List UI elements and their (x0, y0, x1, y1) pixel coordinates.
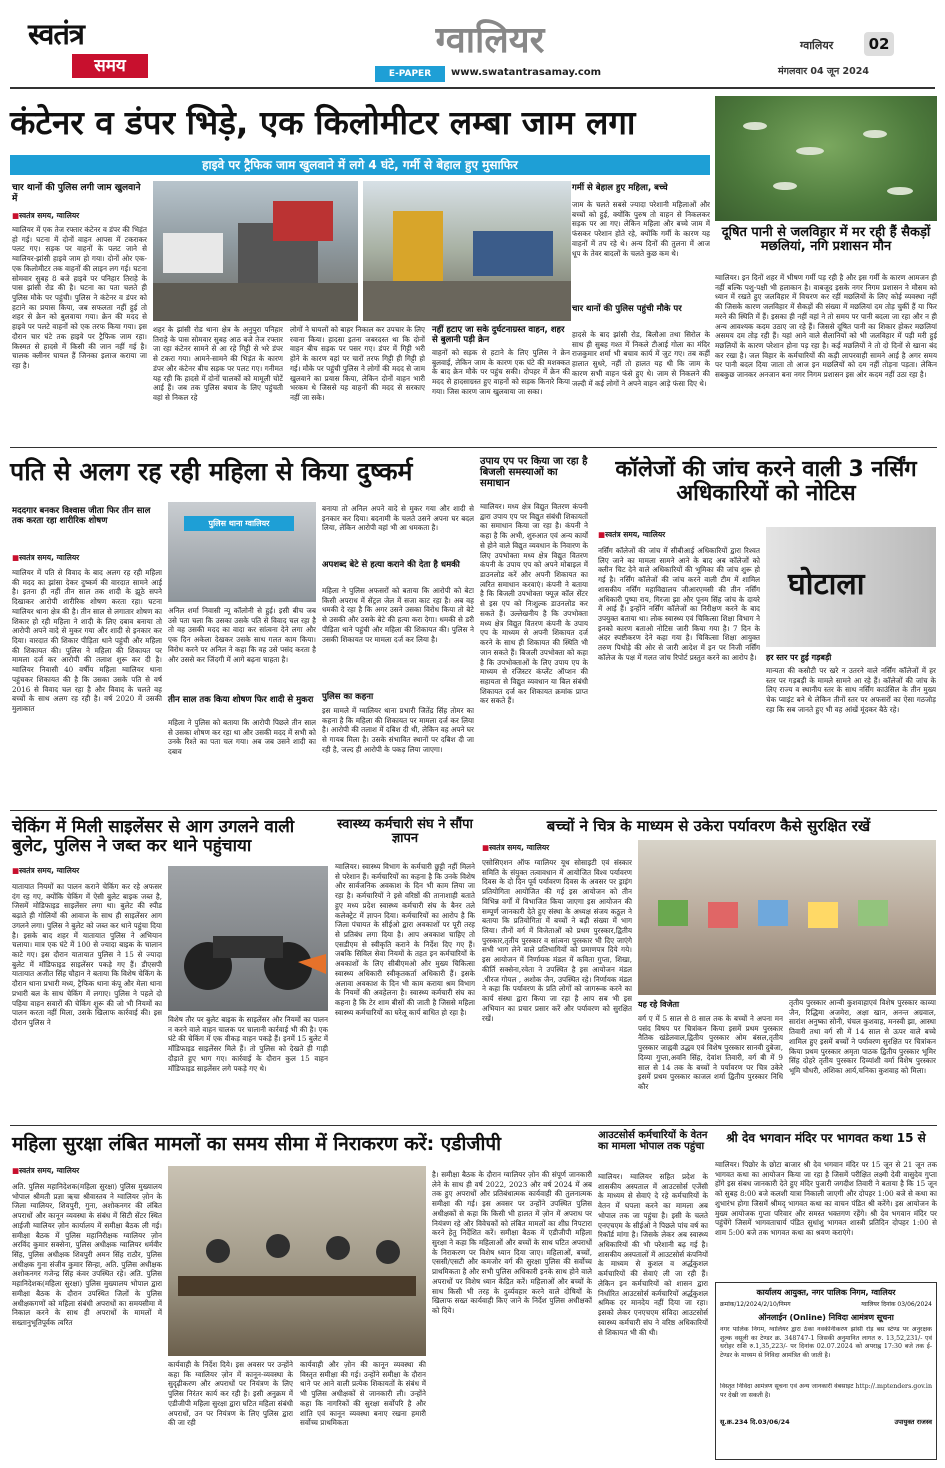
s3-body-col2: अनिल शर्मा निवासी न्यू कॉलोनी से हुई। इसी बीच जब उसे पता चला कि उसका उसके पति से विवाद चल रहा है तो वह उसकी मदद का वादा कर सांत्वना देने लगा और एक दिन अकेला देखकर उसके साथ गलत काम किया। विरोध करने पर अनिल ने कहा कि वह उसे पसंद करता है और उससे कर जिंदगी में आगे बढ़ना चाहता है। (168, 606, 316, 664)
s1-body-col2: शहर के झांसी रोड थाना क्षेत्र के अनुपुरा पनिहार तिराहे के पास सोमवार सुबह आठ बजे तेज रफ्तार जा रहा कंटेनर सामने से आ रहे गिट्टी से भरे डंपर से टकरा गया। आमने-सामने की भिड़ंत के कारण डंपर और कंटेनर बीच सड़क पर पलट गए। गनीमत यह रही कि हादसे में दोनों चालकों को मामूली चोटें आई हैं। जब तक पुलिस बचाव के लिए पहुंचती वहां से निकल रहे (153, 325, 283, 403)
s8-byline: ■ स्वतंत्र समय, ग्वालियर (482, 843, 632, 853)
s5-photo-caption: हर स्तर पर हुई गड़बड़ी (766, 653, 832, 662)
tender-notice (715, 1282, 937, 1460)
fish-illustration (715, 96, 937, 221)
s5-photo-text: घोटाला (788, 567, 865, 602)
s5-headline[interactable]: कॉलेजों की जांच करने वाली 3 नर्सिंग अधिकारियों को नोटिस (615, 457, 917, 507)
s1-subhead2: नहीं हटाए जा सके दुर्घटनाग्रस्त वाहन, शहर से बुलानी पड़ी क्रेन (432, 325, 565, 346)
tender-title: ऑनलाईन (Online) निविदा आमंत्रण सूचना (758, 1313, 894, 1322)
s3-body-col6: इस मामले में ग्वालियर थाना प्रभारी जितेंद्र सिंह तोमर का कहना है कि महिला की शिकायत पर मामला दर्ज कर लिया है। आरोपी की तलाश में दबिश दी थी, लेकिन वह अपने घर से गायब मिला है। उसके संभावित स्थानों पर दबिश दी जा रही है, जल्द ही आरोपी के पकड़ लिया जाएगा। (322, 706, 474, 754)
s1-body-col5: जाम के चलते सबसे ज्यादा परेशानी महिलाओं और बच्चों को हुई, क्योंकि पुरुष तो वाहन से निकलकर सड़क पर आ गए। लेकिन महिला और बच्चे जाम में फंसकर परेशान होते रहे, क्योंकि गर्मी के कारण यह वाहनों में तप रहे थे। अन्य दिनों की तुलना में आज धूप के तेवर बादलों के चलते कुछ कम थे। (572, 200, 710, 258)
tender-office: कार्यालय आयुक्त, नगर पालिक निगम, ग्वालियर (756, 1288, 896, 1297)
s1-strap (10, 155, 710, 175)
city-title: ग्वालियर (435, 20, 545, 61)
s1-subhead4: चार थानों की पुलिस पहुंची मौके पर (572, 304, 682, 314)
s9-body-col1: अति. पुलिस महानिदेशक(महिला सुरक्षा) पुलिस मुख्यालय भोपाल श्रीमती प्रज्ञा ऋचा श्रीवास्तव ने ग्वालियर ज़ोन के जिला ग्वालियर, शिवपुरी, गुना, अशोकनगर की लंबित अपराधों और कानून व्यवस्था के संबंध में सिटी सेंटर स्थित आईजी ग्वालियर ज़ोन कार्यालय में समीक्षा बैठक ली गई। समीक्षा बैठक में पुलिस महानिरीक्षक ग्वालियर ज़ोन अरविंद कुमार सक्सेना, पुलिस अधीक्षक ग्वालियर धर्मवीर सिंह, पुलिस अधीक्षक शिवपुरी अमन सिंह राठौर, पुलिस अधीक्षक गुना संजीव कुमार सिन्हा, अति. पुलिस अधीक्षक अशोकनगर गजेन्द्र सिंह कंवर उपस्थित रहे। अति. पुलिस महानिदेशक(महिला सुरक्षा) पुलिस मुख्यालय भोपाल द्वारा समीक्षा बैठक के दौरान उपस्थित जिलों के पुलिस अधीक्षकगणों को महिला संबंधी अपराधों का समयसीमा में निकाल करने के साथ ही अपराधों के मामलों में सख्तानुभूतिपूर्वक त्वरित (12, 1182, 162, 1328)
tender-ref: क्रमांक/12/2024/2/10/निमग (720, 1301, 791, 1308)
s3-subhead3: अपशब्द बेटे से हत्या कराने की देता है धमकी (322, 560, 460, 570)
s2-body: ग्वालियर। इन दिनों शहर में भीषण गर्मी पड़ रही है और इस गर्मी के कारण आमजन ही नहीं बल्कि पशु-पक्षी भी हलाकान है। वाबजूद इसके नगर निगम प्रशासन ने मौसम को ध्यान में रखते हुए जलविहार में विचरण कर रहीं मछलियों के लिए कोई व्यवस्था नहीं की जिसके कारण जलविहार में सैकड़ों की संख्या में मछलियां दम तोड़ चुकीं हैं या फिर मरने की स्थिति में हैं। इसका ही नहीं वहां ने तो समय पर पानी बदला जा रहा और न ही अन्य आवश्यक कदम उठाए जा रहे हैं। जिससे दूषित पानी का शिकार होकर मछलियां असमय दम तोड़ रही हैं। यहां आने वाले सैलानियों को भी जलविहार में पड़ी मरी हुई मछलियों के कारण परेशान होना पड़ रहा है। कई मछलियों ने तो दो दिनों से खाना बंद कर रखा है। जल विहार के कर्मचारियों की कड़ी लापरवाही सामने आई है अगर समय पर पानी बदल दिया जाता तो आज इन मछलियों को दम नहीं तोड़ना पड़ता। लेकिन सबकुछ जानकर अनजान बना नगर निगम प्रशासन इस ओर कदम नहीं उठा रहा है। (715, 273, 937, 380)
epaper-bar (375, 66, 695, 82)
s8-body-col1: एसोसिएशन ऑफ ग्वालियर यूथ सोसाइटी एवं संस्कार समिति के संयुक्त तत्वावधान में आयोजित विश्व पर्यावरण दिवस के दो दिन पूर्व पर्यावरण दिवस के अवसर पर ड्राइंग प्रतियोगिता आयोजित की गई इस आयोजन को तीन विभिन्न वर्गों में विभाजित किया जाएगा इस आयोजन की सम्पूर्ण जानकारी देते हुए संस्था के अध्यक्ष संजय कठूल ने बताया कि प्रतियोगिता में बच्चों ने बढ़ी संख्या में भाग लिया। तीनों वर्ग में विजेताओं को प्रथम पुरस्कार,द्वितीय पुरस्कार,तृतीय पुरस्कार व सांत्वना पुरस्कार भी दिए जाएंगे सभी भाग लेने वाले प्रतिभागियों को प्रमाणपत्र दिये गये। इस आयोजन में निर्णायक मंडल में कविता गुप्ता, शिखा, कीर्ति सक्सेना,रवेता ने उपस्थित है इस आयोजन मंडल .धीरज गोयल , अशोक जैन, उपस्थित रहे। निर्णायक मंडल ने कहा कि पर्यावरण के प्रति लोगों को जागरूक करने का कार्य संस्था द्वारा किया जा रहा है आप सब भी इस अभियान का प्रचार प्रसार करें और पर्यावरण को सुरक्षित रखें। (482, 858, 632, 1023)
s8-photo-caption: यह रहे विजेता (638, 1000, 680, 1009)
s1-headline[interactable]: कंटेनर व डंपर भिड़े, एक किलोमीटर लम्बा जाम लगा (10, 103, 636, 142)
s1-body-col3: लोगों ने घायलों को बाहर निकाल कर उपचार के लिए रवाना किया। हादसा इतना जबरदस्त था कि दोनों वाहन बीच सड़क पर पसर गए। डंपर में गिट्टी भरी होने के कारण वहां पर चारों तरफ गिट्टी ही गिट्टी हो गई। मौके पर पहुंची पुलिस ने लोगों की मदद से जाम खुलवाने का प्रयास किया, लेकिन दोनों वाहन भारी भरकम थे जिससे यह वाहनों की मदद से सरकाए नहीं जा सके। (290, 325, 425, 403)
s5-byline: ■ स्वतंत्र समय, ग्वालियर (598, 530, 758, 540)
s1-strap-text: हाइवे पर ट्रैफिक जाम खुलवाने में लगे 4 घंटे, गर्मी से बेहाल हुए मुसाफिर (202, 158, 518, 172)
s7-headline[interactable]: स्वास्थ्य कर्मचारी संघ ने सौंपा ज्ञापन (337, 817, 473, 847)
s1-body-col1: ग्वालियर में एक तेज रफ्तार कंटेनर व डंपर की भिड़ंत हो गई। घटना में दोनों वाहन आपस में टकराकर पलट गए। सड़क पर वाहनों के पलट जाने से ग्वालियर-झांसी हाइवे जाम हो गया। दोनों ओर एक-एक किलोमीटर तक वाहनों की लाइन लग गई। घटना सोमवार सुबह 8 बजे हाइवे पर पनिहार तिराहे के पास झांसी रोड की है। घटना का पता चलते ही पुलिस मौके पर पहुंची। पुलिस ने कंटेनर व डंपर को हटाने का प्रयास किया, जब सफलता नहीं हुई तो शहर से क्रेन को बुलवाया गया। क्रेन की मदद से हाइवे पर पलटे वाहनों को एक तरफ किया गया। इस दौरान चार घंटे तक हाइवे पर ट्रैफिक जाम रहा। किस्मत से हादसे में किसी की जान नहीं गई है। चालक क्लीनर घायल हैं जिनका इलाज कराया जा रहा है। (12, 225, 147, 371)
s3-subhead: मददगार बनकर विश्वास जीता फिर तीन साल तक करता रहा शारीरिक शोषण (12, 506, 151, 527)
s8-headline[interactable]: बच्चों ने चित्र के माध्यम से उकेरा पर्यावरण कैसे सुरक्षित रखें (546, 817, 871, 835)
s4-headline[interactable]: उपाय एप पर किया जा रहा है बिजली समस्याओं का समाधान (480, 456, 588, 489)
s1-body-col6: हादसे के बाद झांसी रोड, बिलौआ तथा सिरोल के साथ ही सुबह गश्त में निकले टीआई गोला का मंदिर राजकुमार शर्मा भी बचाव कार्य में जुट गए। तब कहीं हालात सुधरे, नहीं तो हालत यह थी कि जाम के कारण सभी वाहन फंसे हुए थे। जाम से निकलने की जल्दी में कई लोगों ने अपने वाहन आड़े फंसा दिए थे। (572, 330, 710, 388)
tender-body2: विस्तृत निविदा आमंत्रण सूचना एवं अन्य जानकारी वेबसाइट http://.mptenders.gov.in पर देखी जा सकती है। (720, 1383, 932, 1399)
s3-body-col4: बनाया तो अनिल अपने वादे से मुकर गया और शादी से इनकार कर दिया। बदनामी के चलते उसने अपना घर बदल लिया, लेकिन आरोपी वहां भी आ धमकता है। (322, 504, 474, 533)
logo-bottom-text: समय (72, 54, 148, 78)
s1-subhead3: गर्मी से बेहाल हुए महिला, बच्चे (572, 183, 668, 193)
s9-body-col3: कार्यवाही और ज़ोन की कानून व्यवस्था की विस्तृत समीक्षा की गई। उन्होंने समीक्षा के दौरान थाने पर आने वाली प्रत्येक शिकायतों के संबंध में भी पुलिस अधीक्षकों से जानकारी ली। उन्होंने कहा कि नागरिकों की सुरक्षा सर्वोपरि है और शांति एवं कानून व्यवस्था बनाए रखना हमारी सर्वोच्च प्राथमिकता (300, 1360, 426, 1428)
s6-byline: ■ स्वतंत्र समय, ग्वालियर (12, 866, 162, 876)
s3-body-col3: महिला ने पुलिस को बताया कि आरोपी पिछले तीन साल से उसका शोषण कर रहा था और उसकी मदद में सभी को उनके रिश्ते का पता चल गया। अब जब उसने शादी का दबाव (168, 718, 316, 757)
tender-body: नगर पालिक निगम, ग्वालियर द्वारा ठेका नवकीनीकरण झांसी रोड़ बस स्टेण्ड पर अनुरक्षक शुल्क वसूली का टेण्डर क्र. 348747-1 जिसकी अनुमानित लागत रु. 13,52,231/- एवं धरोहर राशि रु.1,35,223/- पर दिनांक 02.07.2024 को अपराह्न 17:30 बजे तक ई-टेण्डर के माध्यम से निविदा आमंत्रित की जाती है। (720, 1326, 932, 1359)
s6-body-col1: यातायात नियमों का पालन कराने चेकिंग कर रहे अफसर दंग रह गए, क्योंकि चेकिंग में ऐसी बुलेट बाइक जब्त है, जिसमें मोडिफाइड साइलेंसर लगा था। बुलेट की स्पीड बढ़ाते ही गोलियों की आवाज के साथ ही साइलेंसर आग उगलने लगा। पुलिस ने बुलेट को जब्त कर थाने पहुंचा दिया है। इसके बाद शहर में यातायात पुलिस ने अभियान चलाया। मात्र एक घंटे में 100 से ज्यादा बाइक के चालान काटे गए। इस दौरान यातायात पुलिस ने 15 से ज्यादा बुलेट में मॉडिफाइड साइलेंसर पकड़े गए हैं। डीएसपी यातायात अजीत सिंह चौहान ने बताया कि विशेष चेकिंग के दौरान थाना प्रभारी मध्य, ट्रैफिक थाना कंपू और मेला थाना प्रभारी बल के साथ चेकिंग में लगाए। पुलिस ने पहले दो पहिया वाहन सवारों की चेकिंग शुरू की जो भी नियमों का पालन करता नहीं मिला, उसके खिलाफ कार्रवाई की। इस दौरान पुलिस ने (12, 882, 162, 1028)
s6-photo-bullet (168, 866, 328, 1011)
s9-body-col2: कार्यवाही के निर्देश दिये। इस अवसर पर उन्होंने कहा कि ग्वालियर ज़ोन में कानून-व्यवस्था के सुदृढ़ीकरण और अपराधों पर नियंत्रण के लिए पुलिस निरंतर कार्य कर रही है। इसी अनुक्रम में एडीजीपी महिला सुरक्षा द्वारा घटित महिला संबंधी अपराधों, उन पर नियंत्रण के लिए पुलिस द्वारा की जा रही (168, 1360, 293, 1428)
s1-photo-left (153, 181, 358, 321)
s9-headline[interactable]: महिला सुरक्षा लंबित मामलों का समय सीमा में निराकरण करें: एडीजीपी (12, 1133, 502, 1155)
s9-byline: ■ स्वतंत्र समय, ग्वालियर (12, 1166, 162, 1176)
s2-photo-fish (715, 96, 937, 221)
s3-byline: ■ स्वतंत्र समय, ग्वालियर (12, 553, 162, 563)
traffic-illustration (153, 181, 358, 321)
s4-body: ग्वालियर। मध्य क्षेत्र विद्युत वितरण कंपनी द्वारा उपाय एप पर विद्युत संबंधी शिकायतों का समाधान किया जा रहा है। कंपनी ने कहा है कि अभी, शुरुआत एवं अन्य कार्यों से होने वाले विद्युत व्यवधान के निवारण के लिए उपभोक्ता मध्य क्षेत्र विद्युत वितरण कंपनी के उपाय एप को अपने मोबाइल में डाउनलोड करें और अपनी शिकायत का त्वरित समाधान करवाएं। कंपनी ने बताया है कि बिजली उपभोक्ता फ्यूज़ कॉल सेंटर से इस एप को निःशुल्क डाउनलोड कर सकते हैं। उल्लेखनीय है कि उपभोक्ता मध्य क्षेत्र विद्युत वितरण कंपनी के उपाय एप के माध्यम से अपनी शिकायत दर्ज करने के साथ ही शिकायत की स्थिति भी जान सकते हैं। बिजली उपभोक्ता को कहा है कि उपभोक्ताओं के लिए उपाय एप के माध्यम से रजिस्टर कंप्लेंट ऑप्शन की सहायता से विद्युत व्यवधान या बिल संबंधी शिकायत दर्ज कर शिकायत क्रमांक प्राप्त कर सकते हैं। (480, 502, 588, 706)
children-illustration (638, 840, 936, 995)
s1-subhead: चार थानों की पुलिस लगी जाम खुलवाने में (12, 183, 141, 204)
s8-body-col2: वर्ग ए में 5 साल से 8 साल तक के बच्चों ने अपना मन पसंद विषय पर चित्रांकन किया इसमें प्रथम पुरस्कार नैतिक खंडेलवाल,द्वितीय पुरस्कार ओम बंसल,तृतीय पुरस्कार जाह्नवी उद्धव एवं विशेष पुरस्कार सानवी दुबेजा, दिव्या गुप्ता,अवनि सिंह, देवांश तिवारी, वर्ग बी में 9 साल से 14 तक के बच्चों ने पर्यावरण पर चित्र उकेरे इसमें प्रथम पुरस्कार काजल शर्मा द्वितीय पुरस्कार निधि कौर (638, 1014, 783, 1092)
s2-headline[interactable]: दूषित पानी से जलविहार में मर रही हैं सैकड़ों मछलियां, नगि प्रशासन मौन (721, 225, 931, 255)
s7-body: ग्वालियर। स्वास्थ्य विभाग के कर्मचारी छुट्टी नहीं मिलने से परेशान हैं। कर्मचारियों का कहना है कि उनके विशेष और सार्वजनिक अवकाश के दिन भी काम लिया जा रहा है। कर्मचारियों ने इसे वरिष्ठों की तानाशाही बताते हुए मध्य प्रदेश स्वास्थ्य कर्मचारी संघ के बैनर तले कलेक्ट्रेट में ज्ञापन दिया। कर्मचारियों का आरोप है कि जिला पंचायत के सीईओ द्वारा अवकाशों पर पूरी तरह से प्रतिबंध लगा दिया है। आप अवकाश चाहिए तो एसडीएम से स्वीकृति कराने के निर्देश दिए गए हैं। जबकि सिविल सेवा नियमों के तहत इन कर्मचारियों के अवकाशों के लिए सीबीएमओ और मुख्य चिकित्सा स्वास्थ्य अधिकारी स्वीकृतकर्ता अधिकारी हैं। इसके अलावा अवकाश के दिन भी काम कराया श्रम विभाग के नियमों की अवहेलना है। स्वास्थ्य कर्मचारी संघ का कहना है कि टेर शाम बीसों की जाती है जिससे महिला स्वास्थ्य कर्मचारियों का घरेलू कार्य बाधित हो रहा है। (335, 862, 475, 1017)
s10-body: ग्वालियर। ग्वालियर सहित प्रदेश के शासकीय अस्पताल में आउटसोर्स एजेंसी के माध्यम से सेवाएं दे रहे कर्मचारियों के वेतन में घपला करने का मामला अब भोपाल तक जा पहुंचा है। इसी के चलते एनएचएम के सीईओ ने पिछले पांच वर्ष का रिकॉर्ड मांगा है। जिसके लेकर अब स्वास्थ्य अधिकारियों की भी परेशानी बढ़ गई है। शासकीय अस्पतालों में आउटसोर्स कंपनियों के माध्यम से कुशल व अर्द्धकुशल कर्मचारियों की सेवाएं ली जा रही हैं। लेकिन इन कर्मचारियों को शासन द्वारा निर्धारित आउटसोर्स कर्मचारियों अर्द्धकुशल श्रमिक दर मानदेय नहीं दिया जा रहा। इसको लेकर एनएचएम संविदा आउटसोर्स स्वास्थ्य कर्मचारी संघ ने वरिष्ठ अधिकारियों से शिकायत भी की थी। (598, 1172, 708, 1337)
s11-body: ग्वालियर। पिछोर के छोटा बाजार श्री देव भगवान मंदिर पर 15 जून से 21 जून तक भागवत कथा का आयोजन किया जा रहा है जिसमें परीक्षित लक्ष्मी देवी वासुदेव गुप्ता होंगे इस संबध जानकारी देते हुए मंदिर पुजारी जगदीश तिवारी ने बताया है कि 15 जून को सुबह 8:00 बजे कलशी यात्रा निकाली जाएगी और दोपहर 1:00 बजे से कथा का शुभारंभ होगा जिसमें श्रीमद् भागवत कथा का वाचन पंडित श्री करेंगे। इस आयोजन के मुख्य आयोजक गुप्ता परिवार और समस्त भक्तगण रहेंगे। श्री देव भगवान मंदिर पर पहुंचेंगे जिसमें भागवताचार्य पंडित सुधांशु भागवत शास्त्री प्रतिदिन दोपहर 1:00 से शाम 5:00 बजे तक भागवत कथा का श्रवण कराएंगे। (715, 1160, 937, 1238)
logo[interactable] (28, 14, 156, 80)
s5-body-col1: नर्सिंग कॉलेजों की जांच में सीबीआई अधिकारियों द्वारा रिश्वत लिए जाने का मामला सामने आने के बाद अब कॉलेजों को क्लीन चिट देने वाले अधिकारियों की भूमिका की जांच शुरू हो गई है। नर्सिंग कॉलेजों की जांच करने वाली टीम में शामिल शासकीय नर्सिंग महाविद्यालय जीआरएमसी की तीन नर्सिंग अधिकारी पुष्पा राय, गिरजा झा और पूनम सिंह जांच के दायरे में आई हैं। इन्होंने नर्सिंग कॉलेजों का निरीक्षण करने के बाद उपयुक्त बताया था। लोक स्वास्थ्य एवं चिकित्सा शिक्षा विभाग ने इनको कारण बताओ नोटिस जारी किया गया है। 7 दिन के अंदर स्पष्टीकरण देने कहा गया है। चिकित्सा शिक्षा आयुक्त तरुण पिथोड़े की ओर से जारी आदेश में इन पर निजी नर्सिंग कॉलेज के पक्ष में गलत जांच रिपोर्ट प्रस्तुत करने का आरोप है। (598, 546, 760, 662)
page-number: 02 (864, 32, 894, 56)
logo-top-text: स्वतंत्र (28, 17, 84, 51)
bike-illustration (168, 866, 328, 1011)
s1-byline: ■ स्वतंत्र समय, ग्वालियर (12, 211, 147, 221)
s11-headline[interactable]: श्री देव भगवान मंदिर पर भागवत कथा 15 से (726, 1131, 926, 1145)
s10-headline[interactable]: आउटसोर्स कर्मचारियों के वेतन का मामला भोपाल तक पहुंचा (598, 1130, 708, 1152)
date: मंगलवार 04 जून 2024 (778, 66, 870, 77)
tender-sign: उपायुक्त राजस्व (894, 1418, 932, 1426)
s1-body-col4: वाहनों को सड़क से हटाने के लिए पुलिस ने क्रेन बुलवाई, लेकिन जाम के कारण एक घंटे की मशक्कत के बाद क्रेन मौके पर पहुंच सकी। दोपहर में क्रेन की मदद से हादसाग्रस्त हुए वाहनों को सड़क किनारे किया गया। जिस कारण जाम खुलवाया जा सका। (432, 348, 570, 396)
s3-body-col1: ग्वालियर में पति से विवाद के बाद अलग रह रही महिला की मदद का झांसा देकर दुष्कर्म की वारदात सामने आई है। इतना ही नहीं तीन साल तक शादी के झूठे सपने दिखाकर आरोपी शारीरिक शोषण करता रहा। घटना ग्वालियर थाना क्षेत्र की है। तीन साल से लगातार शोषण का शिकार हो रही महिला ने शादी के लिए दबाव बनाया तो आरोपी अपने वादे से मुकर गया और शादी से इनकार कर दिया। वारदात की शिकार पीड़िता थाने पहुंची और महिला की शिकायत की। पुलिस ने महिला की शिकायत पर मामला दर्ज कर आरोपी की तलाश शुरू कर दी है। ग्वालियर निवासी 40 वर्षीय महिला ग्वालियर थाना पहुंचकर शिकायत की है कि उसका उसके पति से वर्ष 2016 से विवाद चल रहा है और विवाद के चलते वह बच्चों के साथ अलग रह रही है। वर्ष 2020 में उसकी मुलाकात (12, 568, 162, 714)
s9-photo-meeting (168, 1166, 426, 1356)
tender-date: ग्वालियर दिनांक 03/06/2024 (861, 1301, 932, 1308)
s5-body-col2: मान्यता की कसौटी पर खरे न उतरने वाले नर्सिंग कॉलेजों में हर स्तर पर गड़बड़ी के मामले सामने आ रहे हैं। कॉलेजों की जांच के लिए राज्य व स्थानीय स्तर के साथ नर्सिंग काउंसिल के तीन मुख्य चेक प्वाइंट बने थे लेकिन तीनों स्तर पर अफसरों का ऐसा गठजोड़ रहा कि सब जानते हुए भी वह आंखें मूंदकर बैठे रहे। (766, 666, 936, 714)
masthead (0, 0, 945, 88)
s5-photo-scam (766, 527, 936, 647)
s6-body-col2: विशेष तौर पर बुलेट बाइक के साइलेंसर और नियमों का पालन न करने वाले वाहन चालक पर चालानी कार्रवाई भी की है। एक घंटे की चेकिंग में एक वीकड़ वाहन पकड़े हैं। इनमें 15 बुलेट में मॉडिफाइड साइलेंसर मिले हैं। तो पुलिस को देखते ही गाड़ी दौड़ाते हुए भाग गए। कार्रवाई के दौरान कुल 15 वाहन मॉडिफाइड साइलेंसर लगे पकड़े गए थे। (168, 1015, 328, 1073)
tender-code: सू.क्र.234 दि.03/06/24 (720, 1418, 790, 1426)
s3-photo-caption: पुलिस थाना ग्वालियर (184, 516, 294, 531)
s8-body-col3: तृतीय पुरस्कार आन्वी कुशवाहाएवं विशेष पुरस्कार काव्या जैन, रिद्धिमा अजमेरा, अक्षा खान, अनन्त अग्रवाल, सारांश अनुष्का सोनी, चंचल कुशवाह, मनस्वी झा, आस्था तिवारी तथा वर्ग सी में 14 साल से ऊपर वाले बच्चे शामिल हुए इसमें बच्चों ने पर्यावरण सुरक्षित पर चित्रांकन किया प्रथम पुरस्कार अमृता पाठक द्वितीय पुरस्कार भूमिर सिंह दोहरे तृतीय पुरस्कार दिव्यांशी वर्मा विशेष पुरस्कार भूमि चौधरी, अंशिका आर्य,चनिका कुशवाह को मिला। (789, 998, 936, 1076)
s3-headline[interactable]: पति से अलग रह रही महिला से किया दुष्कर्म (10, 457, 413, 486)
meeting-illustration (168, 1166, 426, 1356)
s3-subhead2: तीन साल तक किया शोषण फिर शादी से मुकरा (168, 695, 314, 705)
website-link[interactable]: www.swatantrasamay.com (451, 67, 602, 78)
s6-headline[interactable]: चेकिंग में मिली साइलेंसर से आग उगलने वाली बुलेट, पुलिस ने जब्त कर थाने पहुंचाया (12, 817, 295, 856)
s3-photo-police (168, 502, 316, 602)
s3-subhead4: पुलिस का कहना (322, 692, 374, 702)
s8-photo-children (638, 840, 936, 995)
s9-body-col4: है। समीक्षा बैठक के दौरान ग्वालियर ज़ोन की संपूर्ण जानकारी लेने के साथ ही वर्ष 2022, 2023 और वर्ष 2024 में अब तक हुए अपराधों और प्रतिबंधात्मक कार्यवाही की तुलनात्मक समीक्षा की गई। इस अवसर पर उन्होंने उपस्थित पुलिस अधीक्षकों से कहा कि किसी भी हालत में ज़ोन में अपराध पर नियंत्रण रहे और विवेचकों को लंबित मामलों का शीघ्र निपटारा करने हेतु निर्देशित करें। समीक्षा बैठक में एडीजीपी महिला सुरक्षा ने कहा कि महिलाओं और बच्चों के साथ घटित अपराधों के निराकरण पर विशेष ध्यान दिया जाए। महिलाओं, बच्चों, एससी/एसटी और कमजोर वर्ग की सुरक्षा पुलिस की सर्वोच्च प्राथमिकता है और सभी पुलिस अधिकारी इनके साथ होने वाले अपराधों पर विशेष ध्यान केंद्रित करें। महिलाओं और बच्चों के साथ किसी भी तरह के दुर्व्यवहार करने वाले दोषियों के खिलाफ सख्त कार्यवाही किए जाने के निर्देश पुलिस अधीक्षकों को दिये। (432, 1170, 592, 1316)
epaper-label: E-PAPER (375, 66, 445, 82)
edition-label: ग्वालियर (800, 39, 834, 52)
s3-body-col5: महिला ने पुलिस अफसरों को बताया कि आरोपी को बेटा किसी अपराध में सेंट्रल जेल में सजा काट रहा है। अब वह धमकी दे रहा है कि अगर उसने उसका विरोध किया तो बेटे से उसकी और उसके बेटे की हत्या करा देगा। धमकी से डरी पीड़िता थाने पहुंची और महिला की शिकायत की। पुलिस ने उसकी शिकायत पर मामला दर्ज कर लिया है। (322, 586, 474, 644)
